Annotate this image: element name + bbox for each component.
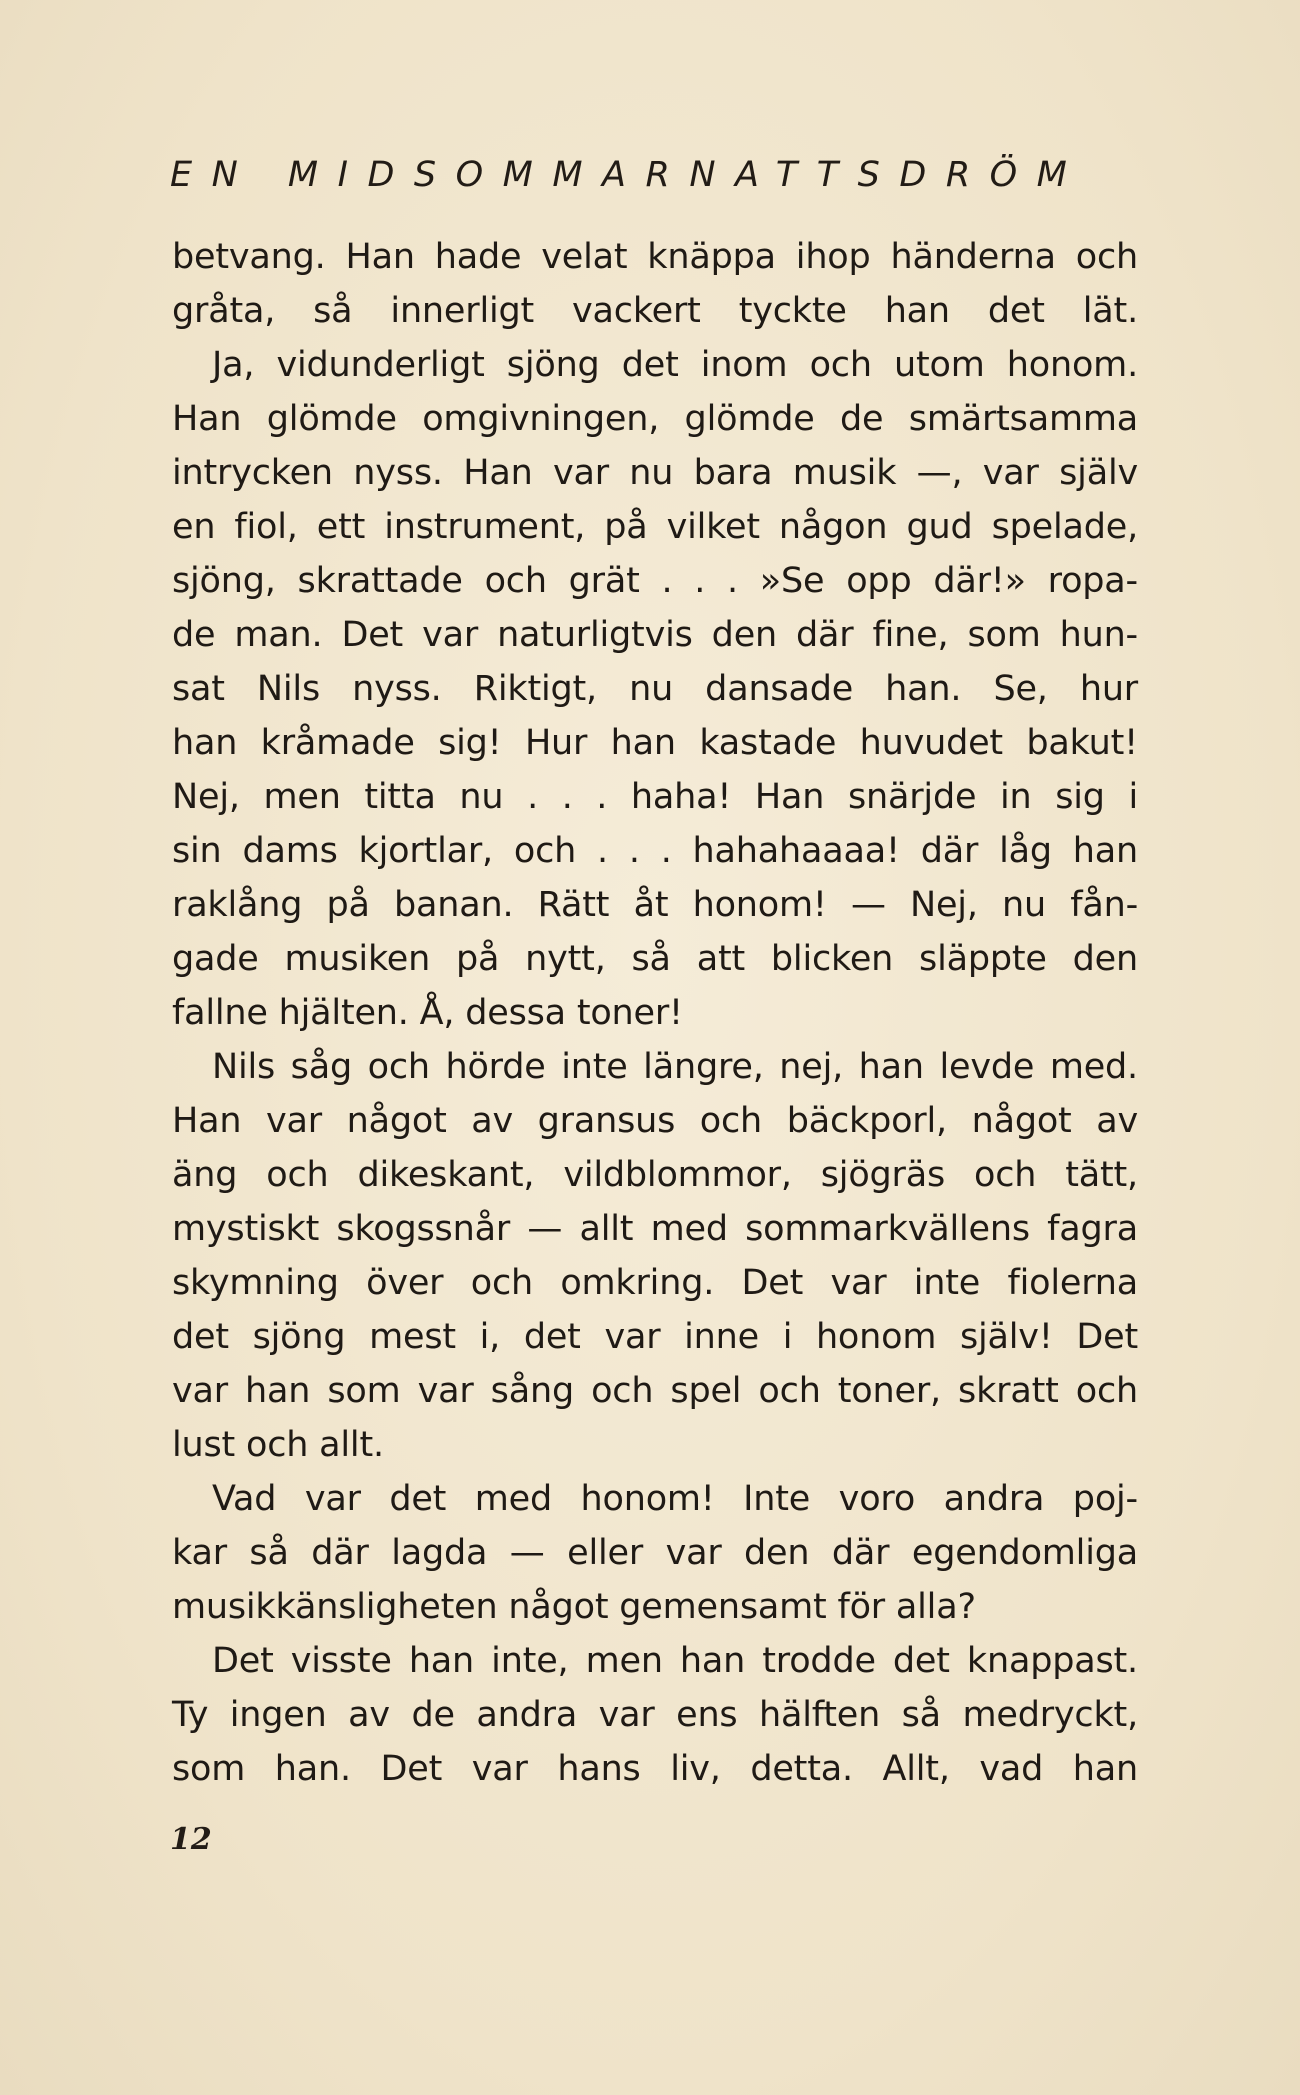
text-line: gade musiken på nytt, så att blicken släppte den [172,939,1138,979]
text-line: kar så där lagda — eller var den där egendomliga [172,1533,1138,1573]
text-line: Vad var det med honom! Inte voro andra poj- [212,1479,1138,1519]
text-line: sin dams kjortlar, och . . . hahahaaaa! där låg han [172,831,1138,871]
text-line: äng och dikeskant, vildblommor, sjögräs och tätt, [172,1155,1138,1195]
text-line: Han glömde omgivningen, glömde de smärtsamma [172,399,1138,439]
text-line: Nej, men titta nu . . . haha! Han snärjde in sig i [172,777,1138,817]
text-line: de man. Det var naturligtvis den där fine, som hun- [172,615,1138,655]
body-text [172,230,1138,1796]
text-line: raklång på banan. Rätt åt honom! — Nej, nu fån- [172,885,1138,925]
text-line: det sjöng mest i, det var inne i honom själv! Det [172,1317,1138,1357]
text-line: sjöng, skrattade och grät . . . »Se opp där!» ropa- [172,561,1138,601]
text-line: mystiskt skogssnår — allt med sommarkvällens fagra [172,1209,1138,1249]
text-line: gråta, så innerligt vackert tyckte han det lät. [172,291,1138,331]
text-line: musikkänsligheten något gemensamt för alla? [172,1587,976,1627]
text-line: Det visste han inte, men han trodde det knappast. [212,1641,1138,1681]
text-line: lust och allt. [172,1425,384,1465]
text-line: skymning över och omkring. Det var inte fiolerna [172,1263,1138,1303]
page-number: 12 [170,1822,212,1857]
text-line: fallne hjälten. Å, dessa toner! [172,993,683,1033]
text-line: Ja, vidunderligt sjöng det inom och utom honom. [212,345,1138,385]
text-line: intrycken nyss. Han var nu bara musik —, var själv [172,453,1138,493]
text-line: Ty ingen av de andra var ens hälften så medryckt, [172,1695,1138,1735]
text-line: en fiol, ett instrument, på vilket någon gud spelade, [172,507,1138,547]
text-line: som han. Det var hans liv, detta. Allt, vad han [172,1749,1138,1789]
text-line: var han som var sång och spel och toner, skratt och [172,1371,1138,1411]
text-line: Han var något av gransus och bäckporl, något av [172,1101,1138,1141]
text-line: Nils såg och hörde inte längre, nej, han levde med. [212,1047,1138,1087]
text-line: han kråmade sig! Hur han kastade huvudet bakut! [172,723,1138,763]
text-line: sat Nils nyss. Riktigt, nu dansade han. Se, hur [172,669,1138,709]
running-head: EN MIDSOMMARNATTSDRÖM [170,155,1087,195]
text-line: betvang. Han hade velat knäppa ihop händerna och [172,237,1138,277]
